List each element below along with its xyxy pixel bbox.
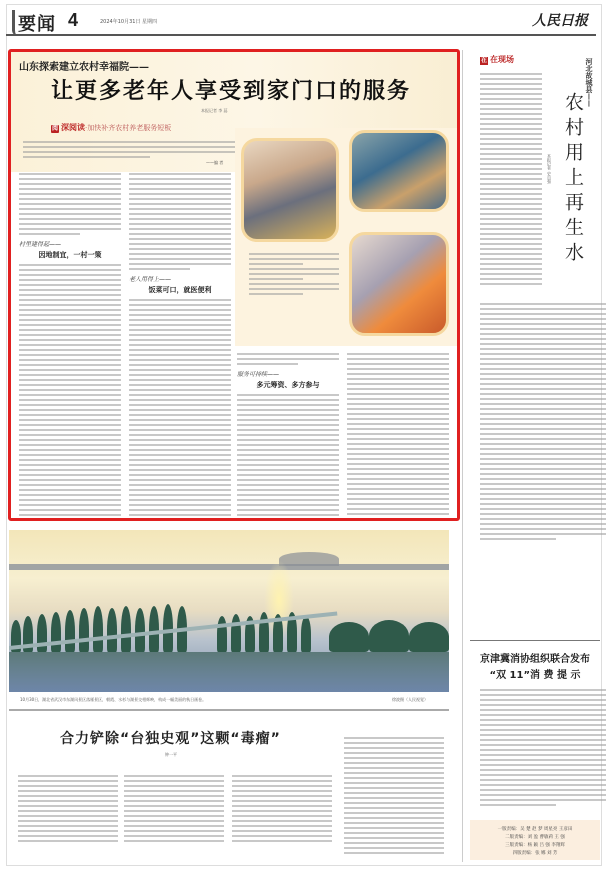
body-column-4: [347, 350, 449, 521]
page-number: 4: [68, 10, 79, 30]
intro-author: ——编 者: [206, 160, 224, 165]
body-column-1: [19, 170, 121, 521]
on-scene-tag: [480, 54, 514, 65]
on-scene-label: 在现场: [490, 55, 514, 64]
commentary-headline[interactable]: 合力铲除“台独史观”这颗“毒瘤”: [60, 731, 281, 747]
lake-sunrise-photo[interactable]: [9, 530, 449, 692]
sidebar-byline: 本报记者 史自强: [547, 154, 552, 184]
credit-line: 一版责编：吴 楚 赵 梦 周星亮 王彦田: [497, 827, 573, 832]
lead-intro: [23, 138, 235, 161]
editor-credits: [470, 820, 600, 860]
lead-article[interactable]: [8, 49, 460, 521]
photo-credit: 徐波摄（人民视觉）: [392, 697, 428, 702]
photo-caption: 10月30日，湖北省武汉市东湖风景区落雁景区，朝霞、水杉与湖景交相辉映，构成一幅美丽的秋日画卷。: [20, 697, 207, 702]
masthead: [6, 8, 596, 36]
photo-elderly-dining[interactable]: [241, 138, 339, 242]
photo-captions: [249, 250, 339, 298]
section-2-subhead: 饭菜可口，就医便利: [148, 286, 212, 294]
sidebar-body-lower: [480, 300, 606, 543]
commentary-column-2: [124, 772, 224, 845]
issue-date: 2024年10月31日 星期四: [100, 19, 158, 25]
section-1-kicker: 村里建得起——: [19, 241, 62, 248]
deep-read-tag: [51, 122, 171, 133]
deep-read-icon: 阅: [51, 125, 58, 132]
sidebar-divider: [470, 640, 600, 641]
sidebar-body-upper: [480, 70, 542, 288]
right-sidebar: [466, 50, 602, 862]
body-column-2: [129, 170, 231, 521]
lead-kicker: 山东探索建立农村幸福院——: [19, 62, 149, 73]
section-3-kicker: 服务可持续——: [237, 371, 280, 378]
credit-line: 四版责编：张 娜 刘 芳: [512, 851, 558, 856]
on-scene-icon: 在: [480, 57, 487, 64]
photo-collage: [235, 128, 457, 346]
section-3-subhead: 多元筹资、多方参与: [256, 381, 320, 389]
credit-line: 三版责编：杨 颖 吕 强 李翔辉: [505, 843, 565, 848]
commentary-author: 钟一平: [165, 752, 177, 757]
deep-read-label: 深阅读: [61, 123, 85, 132]
lead-headline[interactable]: 让更多老年人享受到家门口的服务: [51, 79, 412, 104]
section-divider: [9, 709, 449, 711]
sidebar-headline-line1[interactable]: 京津冀消协组织联合发布: [480, 654, 590, 665]
section-1-subhead: 因地制宜，一村一策: [38, 251, 102, 259]
body-column-3: [237, 350, 339, 521]
credit-line: 二版责编：刘 盈 曹敏莉 王 强: [505, 835, 565, 840]
section-name: 要闻: [12, 10, 56, 36]
section-2-kicker: 老人用得上——: [129, 276, 172, 283]
commentary-column-1: [18, 772, 118, 845]
column-rule: [462, 50, 463, 862]
photo-elderly-courtyard[interactable]: [349, 130, 449, 212]
newspaper-logo: 人民日报: [532, 13, 588, 29]
sidebar-vertical-title[interactable]: 农村用上再生水: [562, 92, 584, 267]
sidebar-headline-line2[interactable]: “双 11”消 费 提 示: [489, 670, 581, 681]
commentary-column-3: [232, 772, 332, 845]
lead-byline: 本报记者 李 蕊: [201, 108, 228, 113]
commentary-column-4: [344, 734, 444, 857]
photo-caregiver[interactable]: [349, 232, 449, 336]
deep-read-subtitle: ·加快补齐农村养老服务短板: [85, 124, 172, 132]
sidebar-body-bottom: [480, 686, 606, 809]
sidebar-vertical-kicker: 河北故城县——: [585, 58, 594, 107]
